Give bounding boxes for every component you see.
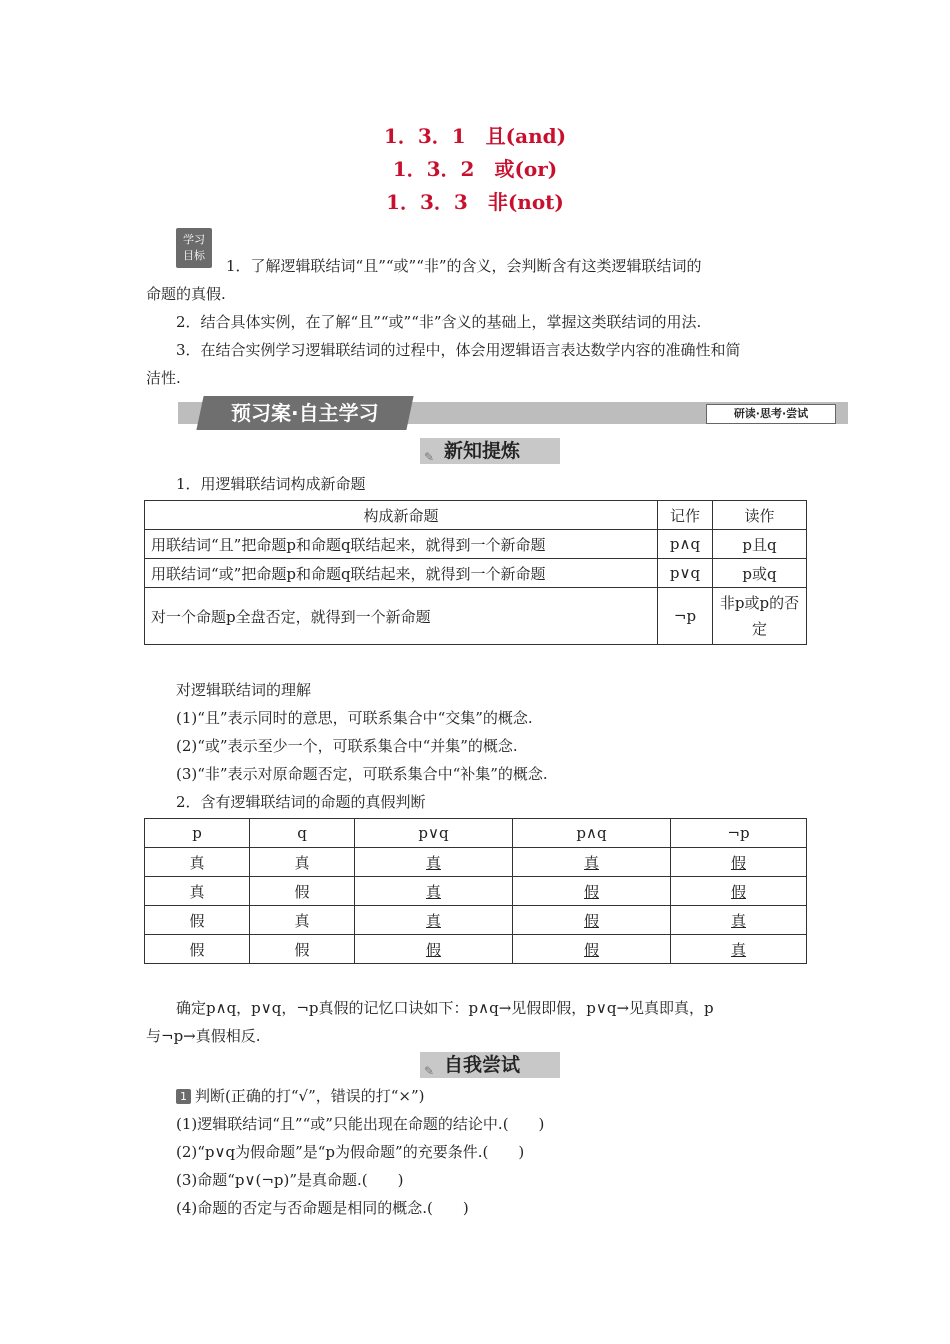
badge-line-1: 学习	[183, 233, 205, 246]
self-test-heading: ✎ 自我尝试	[420, 1052, 560, 1078]
new-knowledge-heading: ✎ 新知提炼	[420, 438, 560, 464]
goal-2: 2．结合具体实例，在了解“且”“或”“非”含义的基础上，掌握这类联结词的用法.	[176, 313, 702, 331]
table-cell: p且q	[713, 530, 807, 559]
table-cell: 真	[513, 848, 671, 877]
pencil-icon: ✎	[424, 1064, 435, 1078]
table-cell: p∧q	[658, 530, 713, 559]
table-cell: 真	[145, 848, 250, 877]
exercise-item: (3)命题“p∨(¬p)”是真命题.( )	[176, 1171, 404, 1189]
header-cell: 记作	[658, 501, 713, 530]
pencil-icon: ✎	[424, 450, 435, 464]
table-cell: 真	[671, 935, 807, 964]
table-cell: 真	[250, 848, 355, 877]
prompt-text: 判断(正确的打“√”，错误的打“×”)	[195, 1087, 425, 1105]
lesson-titles	[0, 120, 950, 219]
exercise-prompt	[176, 1082, 544, 1110]
table-cell: 用联结词“或”把命题p和命题q联结起来，就得到一个新命题	[145, 559, 658, 588]
table-cell: 假	[671, 848, 807, 877]
section-banner-tag: 研读·思考·尝试	[706, 404, 836, 424]
note-item: (1)“且”表示同时的意思，可联系集合中“交集”的概念.	[176, 709, 533, 727]
table-header-row	[145, 501, 807, 530]
header-cell: 构成新命题	[145, 501, 658, 530]
table-cell: ¬p	[658, 588, 713, 645]
table-cell: 假	[513, 877, 671, 906]
title-1-3-1: 1．3．1 且(and)	[383, 124, 567, 148]
table-row	[145, 906, 807, 935]
table-cell: 假	[145, 906, 250, 935]
mnemonic	[146, 994, 826, 1050]
table-row	[145, 559, 807, 588]
exercise-number-badge: 1	[176, 1089, 191, 1104]
header-cell: ¬p	[671, 819, 807, 848]
table-cell: 真	[145, 877, 250, 906]
header-cell: 读作	[713, 501, 807, 530]
goal-3-line-2: 洁性.	[146, 369, 181, 387]
connective-notes	[176, 676, 548, 816]
title-1-3-3: 1．3．3 非(not)	[386, 190, 564, 214]
exercise-1	[176, 1082, 544, 1222]
table-cell: 非p或p的否定	[713, 588, 807, 645]
goal-1-line-2: 命题的真假.	[146, 285, 226, 303]
item-1-heading: 1．用逻辑联结词构成新命题	[176, 475, 366, 493]
note-item: (2)“或”表示至少一个，可联系集合中“并集”的概念.	[176, 737, 518, 755]
header-cell: q	[250, 819, 355, 848]
table-cell: 真	[250, 906, 355, 935]
table-row	[145, 935, 807, 964]
exercise-item: (4)命题的否定与否命题是相同的概念.( )	[176, 1199, 469, 1217]
exercise-item: (1)逻辑联结词“且”“或”只能出现在命题的结论中.( )	[176, 1115, 545, 1133]
table-cell: 假	[355, 935, 513, 964]
title-1-3-2: 1．3．2 或(or)	[392, 157, 558, 181]
table-cell: 真	[355, 877, 513, 906]
table-cell: 假	[513, 906, 671, 935]
mnemonic-line-2: 与¬p→真假相反.	[146, 1027, 261, 1045]
learning-goals	[146, 252, 816, 392]
badge-line-2: 目标	[183, 249, 205, 262]
table-cell: 真	[671, 906, 807, 935]
truth-table	[144, 818, 807, 964]
section-banner-title: 预习案·自主学习	[196, 396, 413, 430]
table-cell: 假	[250, 935, 355, 964]
goal-3-line-1: 3．在结合实例学习逻辑联结词的过程中，体会用逻辑语言表达数学内容的准确性和简	[176, 341, 741, 359]
header-cell: p∧q	[513, 819, 671, 848]
table-cell: 用联结词“且”把命题p和命题q联结起来，就得到一个新命题	[145, 530, 658, 559]
truth-table-header	[145, 819, 807, 848]
note-title: 对逻辑联结词的理解	[176, 681, 312, 699]
mnemonic-line-1: 确定p∧q，p∨q，¬p真假的记忆口诀如下：p∧q→见假即假，p∨q→见真即真，p	[176, 999, 714, 1017]
table-row	[145, 848, 807, 877]
table-cell: 真	[355, 848, 513, 877]
table-cell: 假	[145, 935, 250, 964]
table-cell: p∨q	[658, 559, 713, 588]
goal-1-line-1: 1．了解逻辑联结词“且”“或”“非”的含义，会判断含有这类逻辑联结词的	[226, 257, 702, 275]
exercise-item: (2)“p∨q为假命题”是“p为假命题”的充要条件.( )	[176, 1143, 525, 1161]
table-row	[145, 530, 807, 559]
table-row	[145, 588, 807, 645]
table-cell: 假	[250, 877, 355, 906]
item-2-heading: 2．含有逻辑联结词的命题的真假判断	[176, 793, 426, 811]
table-cell: 对一个命题p全盘否定，就得到一个新命题	[145, 588, 658, 645]
table-cell: 假	[671, 877, 807, 906]
header-cell: p	[145, 819, 250, 848]
note-item: (3)“非”表示对原命题否定，可联系集合中“补集”的概念.	[176, 765, 548, 783]
table-cell: 假	[513, 935, 671, 964]
table-cell: p或q	[713, 559, 807, 588]
table-cell: 真	[355, 906, 513, 935]
table-row	[145, 877, 807, 906]
connective-table	[144, 500, 807, 645]
header-cell: p∨q	[355, 819, 513, 848]
